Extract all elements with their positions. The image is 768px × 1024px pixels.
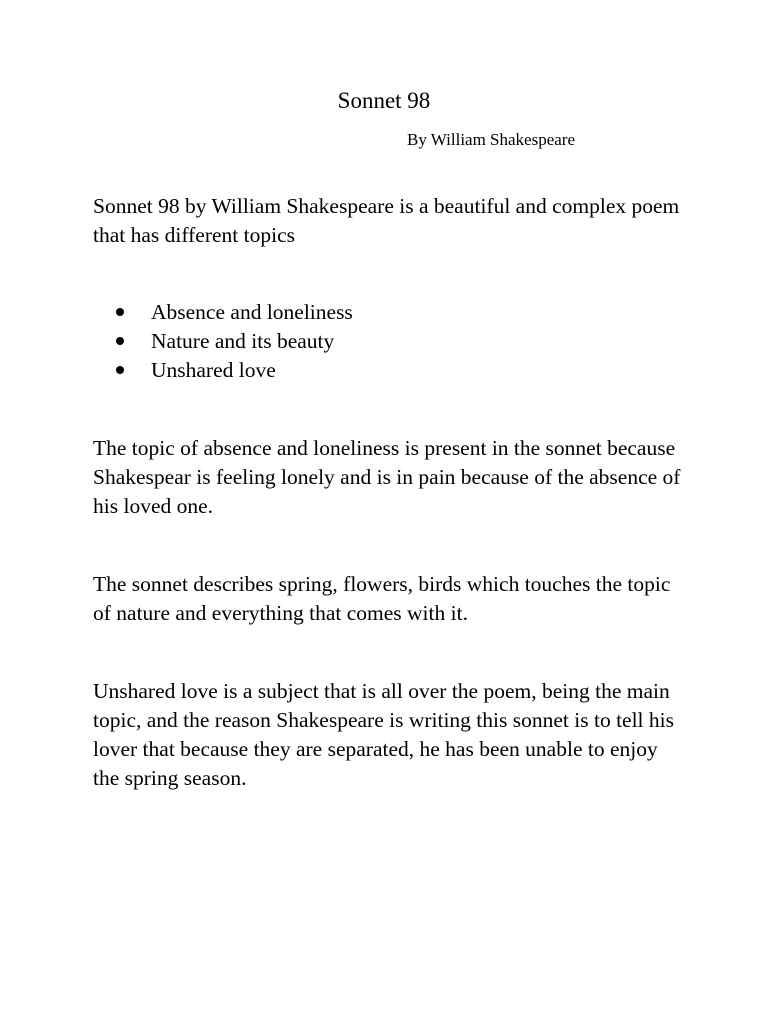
author-byline: By William Shakespeare — [407, 130, 576, 149]
bullet-icon — [116, 337, 124, 345]
list-item-label: Unshared love — [151, 358, 276, 382]
nature-paragraph: The sonnet describes spring, flowers, birds which touches the topic of nature and everything that comes with it. — [93, 572, 671, 625]
list-item-label: Absence and loneliness — [151, 300, 353, 324]
unshared-love-paragraph: Unshared love is a subject that is all over the poem, being the main topic, and the reason Shakespeare is writing this sonnet is to tell his lover that because they are separated, he has been unable to enjoy the spring season. — [93, 679, 674, 790]
absence-paragraph: The topic of absence and loneliness is present in the sonnet because Shakespear is feeling lonely and is in pain because of the absence of his loved one. — [93, 436, 681, 518]
document-title: Sonnet 98 — [337, 88, 431, 113]
bullet-icon — [116, 366, 124, 374]
bullet-icon — [116, 308, 124, 316]
list-item-label: Nature and its beauty — [151, 329, 335, 353]
intro-paragraph: Sonnet 98 by William Shakespeare is a beautiful and complex poem that has different topics — [93, 194, 680, 247]
